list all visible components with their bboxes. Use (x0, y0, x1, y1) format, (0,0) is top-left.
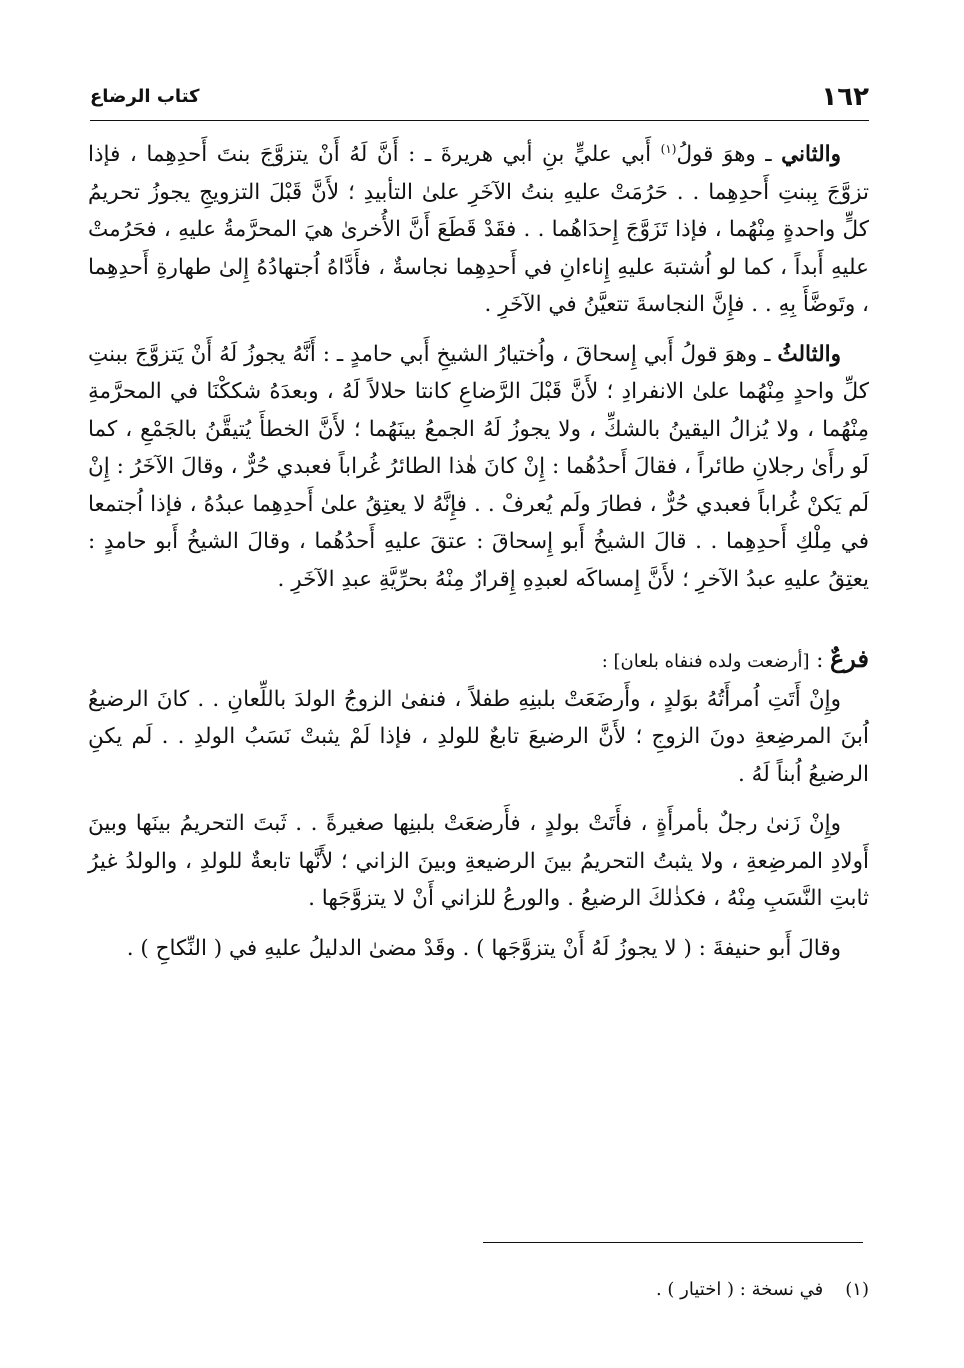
page-body (88, 136, 869, 967)
paragraph-lian: وإِنْ أَتَتِ اُمرأَتُهُ بوَلدٍ ، وأَرضَعَتْ بلبنِهِ طفلاً ، فنفىٰ الزوجُ الولدَ باللِّعانِ . . كانَ الرضيعُ اُبنَ المرضِعةِ دونَ الزوجِ ؛ لأَنَّ الرضيعَ تابعٌ للولدِ ، فإذا لَمْ يثبتْ نَسَبُ الولدِ . . لَم يكنِ الرضيعُ اُبناً لَهُ . (88, 686, 869, 787)
running-title: كتاب الرضاع (90, 86, 200, 107)
branch-title: [أرضعت ولده فنفاه بلعان] : (601, 651, 810, 672)
paragraph-text: ـ وهوَ قولُ أَبي إِسحاقَ ، واُختيارُ الشيخِ أَبي حامدٍ ـ : أَنَّهُ يجوزُ لَهُ أَنْ يَتزوَّجَ ببنتِ كلِّ واحدٍ مِنْهُما علىٰ الانفرادِ ؛ لأَنَّ قَبْلَ الرَّضاعِ كانتا حلالاً لَهُ ، وبعدَهُ شككْنَا في المحرَّمةِ مِنْهُما ، ولا يُزالُ اليقينُ بالشكِّ ، ولا يجوزُ لَهُ الجمعُ بينَهُما ؛ لأَنَّ الخطأَ يُتيقَّنُ بالجَمْعِ ، كما لَو رأَىٰ رجلانِ طائراً ، فقالَ أَحدُهُما : إِنْ كانَ هٰذا الطائرُ غُراباً فعبدي حُرٌّ ، وقالَ الآخَرُ : إِنْ لَم يَكنْ غُراباً فعبدي حُرٌّ ، فطارَ ولَم يُعرفْ . . فإِنَّهُ لا يعتِقُ علىٰ أَحدِهِما عبدُهُ ، فإذا اُجتمعا في مِلْكِ أَحدِهِما . . قالَ الشيخُ أَبو إِسحاقَ : عتقَ عليهِ أَحدُهُما ، وقالَ الشيخُ أَبو حامدٍ : يعتِقُ عليهِ عبدُ الآخرِ ؛ لأَنَّ إِمساكَه لعبدِهِ إِقرارٌ مِنْهُ بحرِّيَّةِ عبدِ الآخَرِ . (88, 341, 869, 592)
footnote-number: (١) (845, 1279, 869, 1300)
paragraph-abu-hanifa: وقالَ أَبو حنيفةَ : ( لا يجوزُ لَهُ أَنْ يتزوَّجَها ) . وقَدْ مضىٰ الدليلُ عليهِ في ( النِّكاحِ ) . (126, 935, 841, 961)
paragraph-second-opinion (88, 136, 869, 324)
branch-colon: : (809, 648, 830, 672)
paragraph-text: أَبي عليٍّ بنِ أبي هريرةَ ـ : أَنَّ لَهُ أَنْ يتزوَّجَ بنتَ أَحدِهِما ، فإذا تزوَّجَ بِبنتِ أَحدِهِما . . حَرُمَتْ عليهِ بنتُ الآخَرِ علىٰ التأبيدِ ؛ لأَنَّ قَبْلَ التزويجِ يجوزُ تحريمُ كلٍّ واحدةٍ مِنْهُما ، فإذا تَزَوَّجَ إِحدَاهُما . . فقَدْ قَطَعَ أَنَّ الأُخرىٰ هيَ المحرَّمةُ عليهِ ، فحَرُمتْ عليهِ أَبداً ، كما لو اُشتبهَ عليهِ إِناءانِ في أَحدِهِما نجاسةٌ ، فأَدَّاهُ اُجتهادُهُ إِلىٰ طهارةِ أَحدِهِما ، وتَوضَّأَ بِهِ . . فإِنَّ النجاسةَ تتعيَّنُ في الآخَرِ . (88, 142, 869, 317)
paragraph-text: ـ وهوَ قولُ (676, 142, 782, 167)
term-third: والثالثُ (777, 341, 841, 367)
page-number: ١٦٢ (821, 82, 869, 112)
branch-label: فرعٌ (829, 644, 869, 673)
footnote (90, 1275, 869, 1305)
footnote-divider (483, 1242, 863, 1243)
page-header (90, 80, 869, 121)
branch-heading (88, 640, 869, 681)
paragraph-third-opinion (88, 336, 869, 599)
paragraph-zina: وإِنْ زَنىٰ رجلٌ بأمرأَةٍ ، فأَتَتْ بولدٍ ، فأَرضعَتْ بلبنِها صغيرةً . . ثَبتَ التحريمُ بينَها وبينَ أَولادِ المرضِعةِ ، ولا يثبتُ التحريمُ بينَ الرضيعةِ وبينَ الزاني ؛ لأَنَّها تابعةٌ للولدِ ، والولدُ غيرُ ثابتِ النَّسَبِ مِنْهُ ، فكذٰلكَ الرضيعُ . والورعُ للزاني أَنْ لا يتزوَّجَها . (88, 811, 869, 911)
footnote-marker: (١) (660, 141, 677, 156)
term-second: والثاني (781, 142, 841, 167)
footnote-text: في نسخة : ( اختيار ) . (655, 1279, 824, 1300)
